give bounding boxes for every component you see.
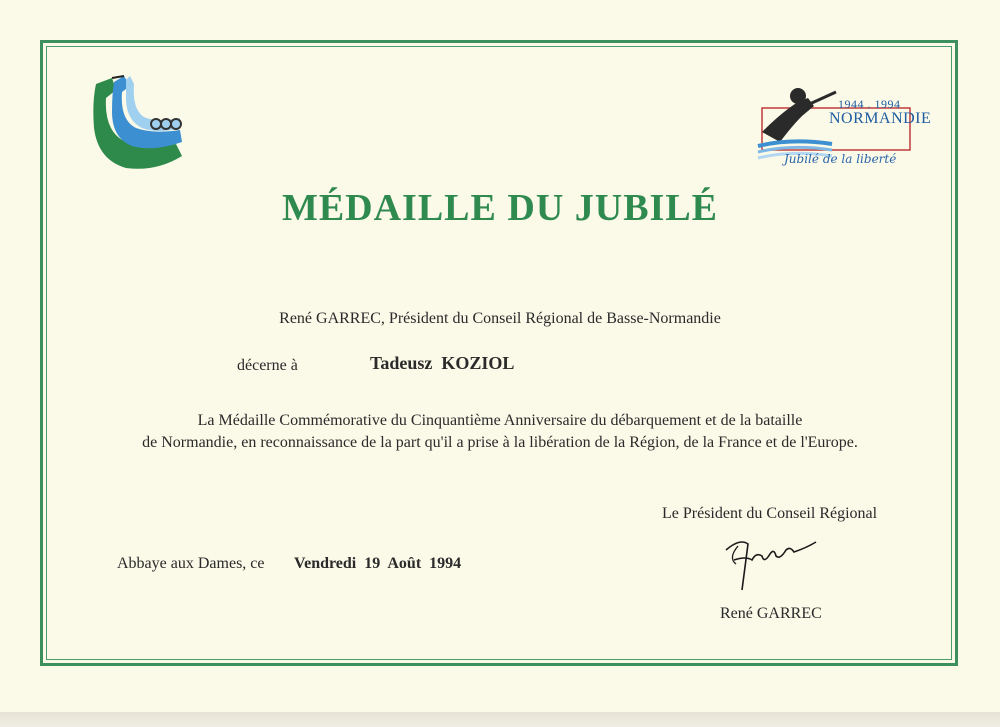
body-line-1: La Médaille Commémorative du Cinquantième Anniversaire du débarquement et de la bataille bbox=[197, 412, 803, 429]
signatory-name: René GARREC bbox=[720, 605, 822, 622]
place-label: Abbaye aux Dames, ce bbox=[117, 555, 265, 572]
paper-edge bbox=[0, 712, 1000, 727]
award-date: Vendredi 19 Août 1994 bbox=[294, 555, 462, 572]
logo-tagline: Jubilé de la liberté bbox=[784, 152, 897, 166]
issuer-line: René GARREC, Président du Conseil Régional de Basse-Normandie bbox=[279, 310, 721, 327]
body-line-2: de Normandie, en reconnaissance de la part qu'il a prise à la libération de la Région, de la France et de l'Europe. bbox=[142, 434, 858, 451]
recipient-name: Tadeusz KOZIOL bbox=[370, 353, 515, 373]
awarded-label: décerne à bbox=[237, 357, 298, 374]
region-logo-icon bbox=[86, 72, 196, 177]
certificate-title: MÉDAILLE DU JUBILÉ bbox=[281, 187, 719, 229]
logo-normandie-text: NORMANDIE bbox=[829, 110, 932, 127]
signatory-title: Le Président du Conseil Régional bbox=[662, 505, 878, 522]
logo-years: 1944 . 1994 bbox=[838, 97, 901, 111]
signature-icon bbox=[716, 530, 826, 600]
